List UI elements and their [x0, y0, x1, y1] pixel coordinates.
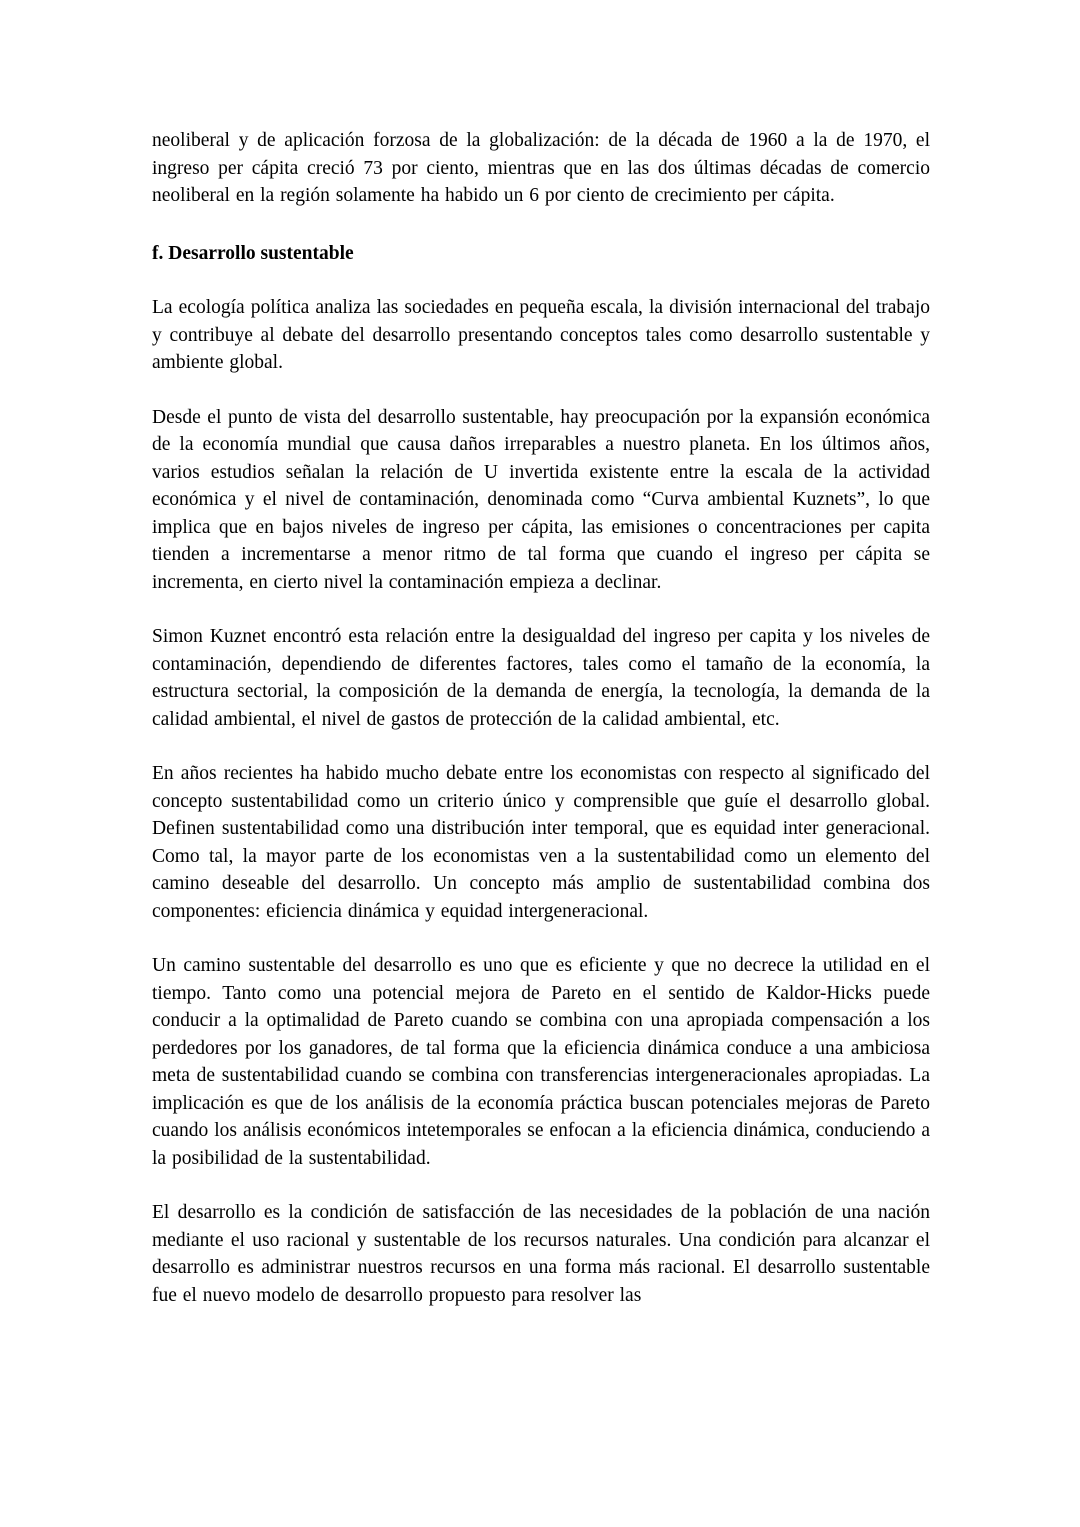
section-heading: f. Desarrollo sustentable	[152, 242, 354, 264]
body-paragraph: Simon Kuznet encontró esta relación entre la desigualdad del ingreso per capita y los niveles de contaminación, dependiendo de diferentes factores, tales como el tamaño de la economía, la estructura sectorial, la composición de la demanda de energía, la tecnología, la demanda de la calidad ambiental, el nivel de gastos de protección de la calidad ambiental, etc.	[152, 626, 930, 730]
body-paragraph: El desarrollo es la condición de satisfacción de las necesidades de la población de una nación mediante el uso racional y sustentable de los recursos naturales. Una condición para alcanzar el desarrollo es administrar nuestros recursos en una forma más racional. El desarrollo sustentable fue el nuevo modelo de desarrollo propuesto para resolver las	[152, 1202, 930, 1306]
body-paragraph: En años recientes ha habido mucho debate entre los economistas con respecto al significado del concepto sustentabilidad como un criterio único y comprensible que guíe el desarrollo global. Definen sustentabilidad como una distribución inter temporal, que es equidad inter generacional. Como tal, la mayor parte de los economistas ven a la sustentabilidad como un elemento del camino deseable del desarrollo. Un concepto más amplio de sustentabilidad combina dos componentes: eficiencia dinámica y equidad intergeneracional.	[152, 763, 930, 922]
body-paragraph: neoliberal y de aplicación forzosa de la globalización: de la década de 1960 a la de 1970, el ingreso per cápita creció 73 por ciento, mientras que en las dos últimas décadas de comercio neoliberal en la región solamente ha habido un 6 por ciento de crecimiento per cápita.	[152, 130, 930, 206]
body-paragraph: Un camino sustentable del desarrollo es uno que es eficiente y que no decrece la utilidad en el tiempo. Tanto como una potencial mejora de Pareto en el sentido de Kaldor-Hicks puede conducir a la optimalidad de Pareto cuando se combina con una apropiada compensación a los perdedores por los ganadores, de tal forma que la eficiencia dinámica conduce a una ambiciosa meta de sustentabilidad cuando se combina con transferencias intergeneracionales apropiadas. La implicación es que de los análisis de la economía práctica buscan potenciales mejoras de Pareto cuando los análisis económicos intetemporales se enfocan a la eficiencia dinámica, conduciendo a la posibilidad de la sustentabilidad.	[152, 955, 930, 1169]
document-body	[152, 127, 930, 1309]
body-paragraph: La ecología política analiza las sociedades en pequeña escala, la división internacional del trabajo y contribuye al debate del desarrollo presentando conceptos tales como desarrollo sustentable y ambiente global.	[152, 297, 930, 373]
body-paragraph: Desde el punto de vista del desarrollo sustentable, hay preocupación por la expansión económica de la economía mundial que causa daños irreparables a nuestro planeta. En los últimos años, varios estudios señalan la relación de U invertida existente entre la escala de la actividad económica y el nivel de contaminación, denominada como “Curva ambiental Kuznets”, lo que implica que en bajos niveles de ingreso per cápita, las emisiones o concentraciones per capita tienden a incrementarse a menor ritmo de tal forma que cuando el ingreso per cápita se incrementa, en cierto nivel la contaminación empieza a declinar.	[152, 406, 930, 593]
